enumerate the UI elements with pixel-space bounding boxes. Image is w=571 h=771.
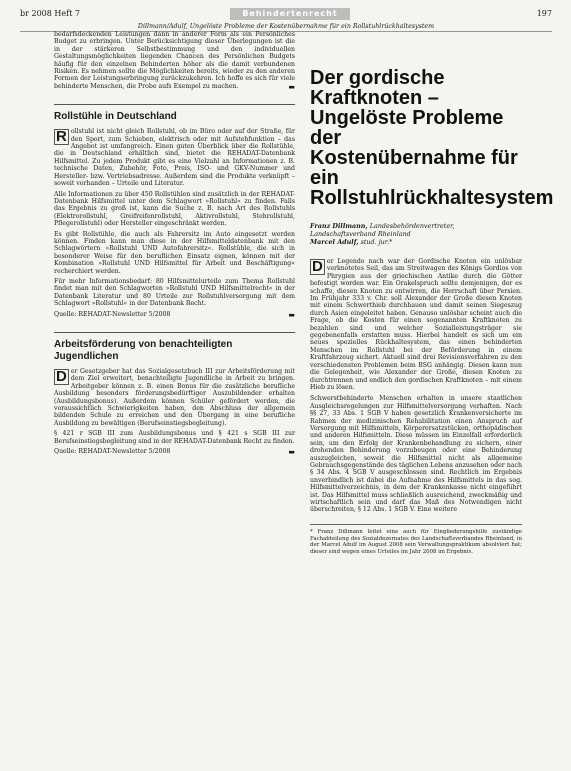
end-mark-icon: ▬ <box>288 309 295 319</box>
author-block <box>310 222 522 246</box>
dropcap: D <box>56 368 67 385</box>
journal-title: Behindertenrecht <box>230 8 350 20</box>
end-mark-icon: ▬ <box>288 447 295 457</box>
author2-name: Marcel Adulf, <box>310 238 359 246</box>
dropcap: R <box>56 128 67 146</box>
article-title: Der gordische Kraftknoten – Ungelöste Probleme der Kostenübernahme für ein Rollstuhlrückhaltesystem <box>310 67 554 209</box>
section2-source <box>54 448 295 455</box>
end-mark-icon: ▬ <box>288 81 295 91</box>
section1-paragraph-3: Es gibt Rollstühle, die auch als Fahrersitz im Auto eingesetzt werden können. Finden kann man diese in der Hilfsmitteldatenbank mit den Schlagwörtern »Rollstuhl UND Autofahrersitz«. Rollstühle, die sich in besonderer Weise für den beruflichen Einsatz eignen, können mit der Kombination »Rollstuhl UND Hilfsmittel für Arbeit und Beschäftigung« recherchiert werden. <box>54 230 295 275</box>
section-heading-rollstuehle: Rollstühle in Deutschland <box>54 104 295 123</box>
dropcap: D <box>312 258 323 275</box>
section-heading-arbeitsfoerderung: Arbeitsförderung von benachteiligten Jugendlichen <box>54 332 295 363</box>
intro-text: bedarfsdeckenden Leistungen dann in anderer Form als ein Persönliches Budget zu erbringen. Unter Berücksichtigung dieser Überlegungen ist die in der stärkeren Selbstbestimmung und den individuellen Gestaltungsmöglichkeiten liegenden Chancen des Persönlichen Budgets häufig für den einzelnen Behinderten höher als die damit verbundenen Risiken. Es nehmen sollte die Möglichkeiten bereits, wieder zu den anderen Formen der Leistungserbringung zurückzukehren. Ich hoffe es sich für viele behinderte Menschen, die Probe aufs Exempel zu machen. <box>54 31 295 90</box>
section2-paragraph-1 <box>54 368 295 427</box>
section1-source <box>54 311 295 318</box>
footnote: * Franz Dillmann leitet eine auch für Eingliederungshilfe zuständige Fachabteilung des Sozialdezernates des Landschaftsverbandes Rheinland, in der Marcel Adulf im August 2008 sein Verwaltungspraktikum absolviert hat; dieser sind wegen eines Urteiles im Jahr 2008 im Ergebnis. <box>310 524 522 556</box>
section2-source-text: Quelle: REHADAT-Newsletter 5/2008 <box>54 448 171 456</box>
author2-role: stud. jur.* <box>360 238 393 246</box>
section1-p1-text: ollstuhl ist nicht gleich Rollstuhl, ob im Büro oder auf der Straße, für den Sport, zum Schieben, elektrisch oder mit Aufstehfunktion – das Angebot ist umfangreich. Einen guten Überblick über die Rollstühle, die in Deutschland erhältlich sind, bietet die REHADAT-Datenbank Hilfsmittel. Zu jedem Produkt gibt es eine Vielzahl an Informationen z. B. technische Daten, Zubehör, Foto, Preis, ISO- und GKV-Nummer und Hersteller- bzw. Vertriebsadresse. Außerdem sind die Produkte verknüpft – soweit vorhanden – Urteile und Literatur. <box>54 128 295 188</box>
author1-name: Franz Dillmann, <box>310 222 368 230</box>
article-paragraph-1 <box>310 258 522 391</box>
running-header <box>20 8 552 20</box>
section1-paragraph-2: Alle Informationen zu über 450 Rollstühlen sind zusätzlich in der REHADAT-Datenbank Hilfsmittel unter dem Schlagwort »Rollstuhl« zu finden. Falls das Ergebnis zu groß ist, kann die Suche z. B. nach Art des Rollstuhls (Elektrorollstuhl, Greifreifenrollstuhl, Aktivrollstuhl, Stehrollstuhl, Pflegerollstuhl) oder Hersteller eingeschränkt werden. <box>54 190 295 228</box>
right-column <box>310 67 554 761</box>
article-p1-text: er Legende nach war der Gordische Knoten ein unlösbar verknotetes Seil, das am Streitwagen des Königs Gordios von Phrygien aus der griechischen Antike durch die Götter befestigt worden war. Ein Orakelspruch sollte demjenigen, der es schaffe, diesen Knoten zu entwirren, die Herrschaft über Persien. Im Frühjahr 333 v. Chr. soll Alexander der Große diesen Knoten mit einem Schwerthieb durchhauen und damit seinen Siegeszug durch Asien eingeleitet haben. Genauso unlösbar scheint auch die Frage, ob die Kosten für einen sogenannten Kraftknoten zu bezahlen sind und welcher Sozialleistungsträger sie gegebenenfalls erstatten muss. Hierbei handelt es sich um ein neues spezielles Rückhaltesystem, das einen behinderten Menschen im Rollstuhl bei der Beförderung in einem Kraftfahrzeug sichert. Aktuell sind drei Revisionsverfahren zu den verschiedensten Problemen beim BSG anhängig. Diesen kann nun die Gelegenheit, wie Alexander der Große, diesen Knoten zu durchtrennen und endlich den gordischen Kraftknoten – mit einem Hieb zu lösen. <box>310 258 522 391</box>
article-running-title: Dillmann/Adulf, Ungelöste Probleme der Kostenübernahme für ein Rollstuhlrückhaltesystem <box>20 22 552 32</box>
section1-source-text: Quelle: REHADAT-Newsletter 5/2008 <box>54 310 171 318</box>
left-column <box>54 31 295 761</box>
author1-role: Landesbehördenvertreter, Landschaftsverband Rheinland <box>310 222 455 238</box>
page-number: 197 <box>536 9 552 18</box>
section2-p1-text: er Gesetzgeber hat das Sozialgesetzbuch III zur Arbeitsförderung mit dem Ziel erweitert, benachteiligte Jugendliche in Arbeit zu bringen. Arbeitgeber können z. B. einen Bonus für die zusätzliche berufliche Ausbildung besonders förderungsbedürftiger Auszubildender erhalten (Ausbildungsbonus). Außerdem können Schüler gefördert werden, die voraussichtlich Schwierigkeiten haben, den Abschluss der allgemein bildenden Schule zu erreichen und den Übergang in eine berufliche Ausbildung zu bewältigen (Berufseinstiegsbegleitung). <box>54 368 295 427</box>
section1-paragraph-4: Für mehr Informationsbedarf: 80 Hilfsmittelurteile zum Thema Rollstuhl findet man mit den Schlagworten »Rollstuhl UND Hilfsmittelrecht« in der Datenbank Literatur und 80 Urteile zur Rollstuhlversorgung mit dem Schlagwort »Rollstuhl« in der Datenbank Recht. <box>54 277 295 308</box>
issue-label: br 2008 Heft 7 <box>20 9 80 18</box>
section1-paragraph-1 <box>54 128 295 187</box>
intro-paragraph <box>54 31 295 90</box>
article-paragraph-2: Schwerstbehinderte Menschen erhalten in unsere staatlichen Ausgleichsregelungen zur Hilfsmittelversorgung verhaften. Nach §§ 27, 33 Abs. 1 SGB V haben gesetzlich Krankenversicherte im Rahmen der medizinischen Rehabilitation einen Anspruch auf Versorgung mit Hilfsmitteln, Körperersatzstücken, orthopädischen und anderen Hilfsmitteln. Diese müssen im Einzelfall erforderlich sein, um den Erfolg der Krankenbehandlung zu sichern, einer drohenden Behinderung vorzubeugen oder eine Behinderung auszugleichen, soweit die Hilfsmittel nicht als allgemeine Gebrauchsgegenstände des täglichen Lebens anzusehen oder nach § 34 Abs. 4 SGB V ausgeschlossen sind. Rechtlich im Ergebnis unverbindlich ist dabei die Aufnahme des Hilfsmittels in das sog. Hilfsmittelverzeichnis, in dem der Krankenkasse nicht eingeführt ist. Das Hilfsmittel muss schließlich ausreichend, zweckmäßig und wirtschaftlich sein und darf das Maß des Notwendigen nicht überschreiten, § 12 Abs. 1 SGB V. Eine weitere <box>310 395 522 514</box>
section2-paragraph-2: § 421 r SGB III zum Ausbildungsbonus und § 421 s SGB III zur Berufseinstiegsbegleitung sind in der REHADAT-Datenbank Recht zu finden. <box>54 430 295 445</box>
